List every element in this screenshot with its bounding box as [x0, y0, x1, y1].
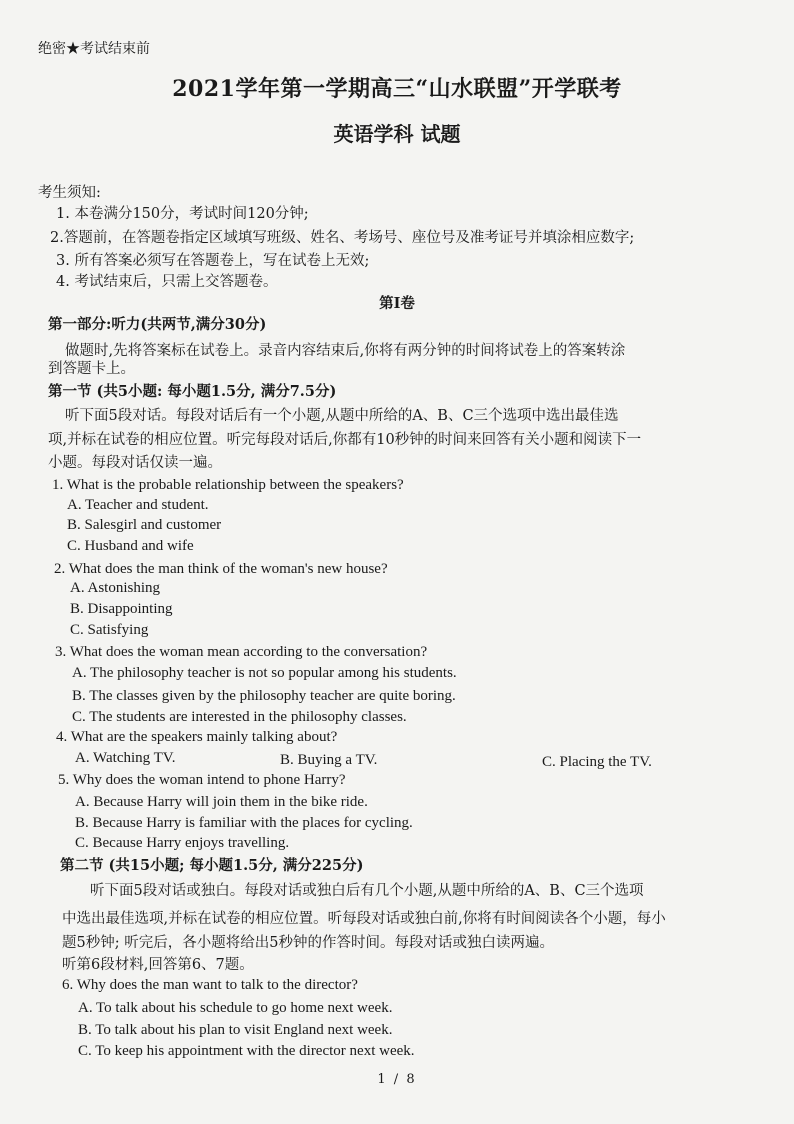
section1-instruction: 听下面5段对话。每段对话后有一个小题,从题中所给的A、B、C三个选项中选出最佳选 — [65, 408, 619, 424]
notice-heading: 考生须知: — [38, 185, 101, 201]
section2-instruction: 中选出最佳选项,并标在试卷的相应位置。听每段对话或独白前,你将有时间阅读各个小题，每小 — [62, 911, 666, 927]
part1-instruction: 做题时,先将答案标在试卷上。录音内容结束后,你将有两分钟的时间将试卷上的答案转涂 — [65, 343, 626, 359]
option-a: A. The philosophy teacher is not so popular among his students. — [72, 665, 457, 681]
notice-item: 1. 本卷满分150分，考试时间120分钟; — [56, 206, 309, 222]
secret-mark: 绝密★考试结束前 — [38, 41, 150, 57]
question-stem: 1. What is the probable relationship between the speakers? — [52, 477, 404, 493]
exam-subtitle: 英语学科 试题 — [333, 122, 461, 146]
exam-title: 2021学年第一学期高三“山水联盟”开学联考 — [172, 76, 622, 102]
section2-instruction: 听下面5段对话或独白。每段对话或独白后有几个小题,从题中所给的A、B、C三个选项 — [90, 883, 644, 899]
section2-heading: 第二节 (共15小题; 每小题1.5分, 满分225分) — [60, 857, 364, 874]
option-b: B. Disappointing — [70, 601, 173, 617]
option-c: C. Husband and wife — [67, 538, 194, 554]
option-b: B. The classes given by the philosophy teacher are quite boring. — [72, 688, 456, 704]
question-stem: 3. What does the woman mean according to the conversation? — [55, 644, 428, 660]
option-b: B. Buying a TV. — [280, 752, 378, 768]
question-stem: 2. What does the man think of the woman's new house? — [54, 561, 388, 577]
option-c: C. Satisfying — [70, 622, 149, 638]
option-b: B. Salesgirl and customer — [67, 517, 222, 533]
question-stem: 6. Why does the man want to talk to the director? — [62, 977, 358, 993]
option-a: A. Astonishing — [70, 580, 161, 596]
material-note: 听第6段材料,回答第6、7题。 — [62, 957, 254, 973]
option-c: C. Because Harry enjoys travelling. — [75, 835, 290, 851]
section1-instruction: 小题。每段对话仅读一遍。 — [48, 455, 222, 471]
part1-heading: 第一部分:听力(共两节,满分30分) — [48, 316, 267, 333]
option-c: C. Placing the TV. — [542, 754, 652, 770]
section1-instruction: 项,并标在试卷的相应位置。听完每段对话后,你都有10秒钟的时间来回答有关小题和阅读下一 — [48, 432, 642, 448]
notice-item: 4. 考试结束后，只需上交答题卷。 — [56, 274, 278, 290]
section1-heading: 第一节 (共5小题: 每小题1.5分, 满分7.5分) — [48, 383, 337, 400]
notice-item: 3. 所有答案必须写在答题卷上，写在试卷上无效; — [56, 253, 370, 269]
question-stem: 5. Why does the woman intend to phone Harry? — [58, 772, 346, 788]
option-b: B. To talk about his plan to visit England next week. — [78, 1022, 393, 1038]
option-a: A. To talk about his schedule to go home next week. — [78, 1000, 393, 1016]
section2-instruction: 题5秒钟; 听完后，各小题将给出5秒钟的作答时间。每段对话或独白读两遍。 — [62, 935, 554, 951]
option-c: C. The students are interested in the philosophy classes. — [72, 709, 407, 725]
option-c: C. To keep his appointment with the director next week. — [78, 1043, 415, 1059]
part1-instruction: 到答题卡上。 — [48, 361, 135, 377]
volume-title: 第Ⅰ卷 — [379, 295, 415, 312]
page-number: 1 / 8 — [377, 1072, 417, 1087]
option-a: A. Teacher and student. — [67, 497, 209, 513]
option-b: B. Because Harry is familiar with the places for cycling. — [75, 815, 413, 831]
option-a: A. Because Harry will join them in the bike ride. — [75, 794, 368, 810]
option-a: A. Watching TV. — [75, 750, 176, 766]
question-stem: 4. What are the speakers mainly talking about? — [56, 729, 338, 745]
notice-item: 2.答题前，在答题卷指定区域填写班级、姓名、考场号、座位号及准考证号并填涂相应数字; — [50, 230, 635, 246]
